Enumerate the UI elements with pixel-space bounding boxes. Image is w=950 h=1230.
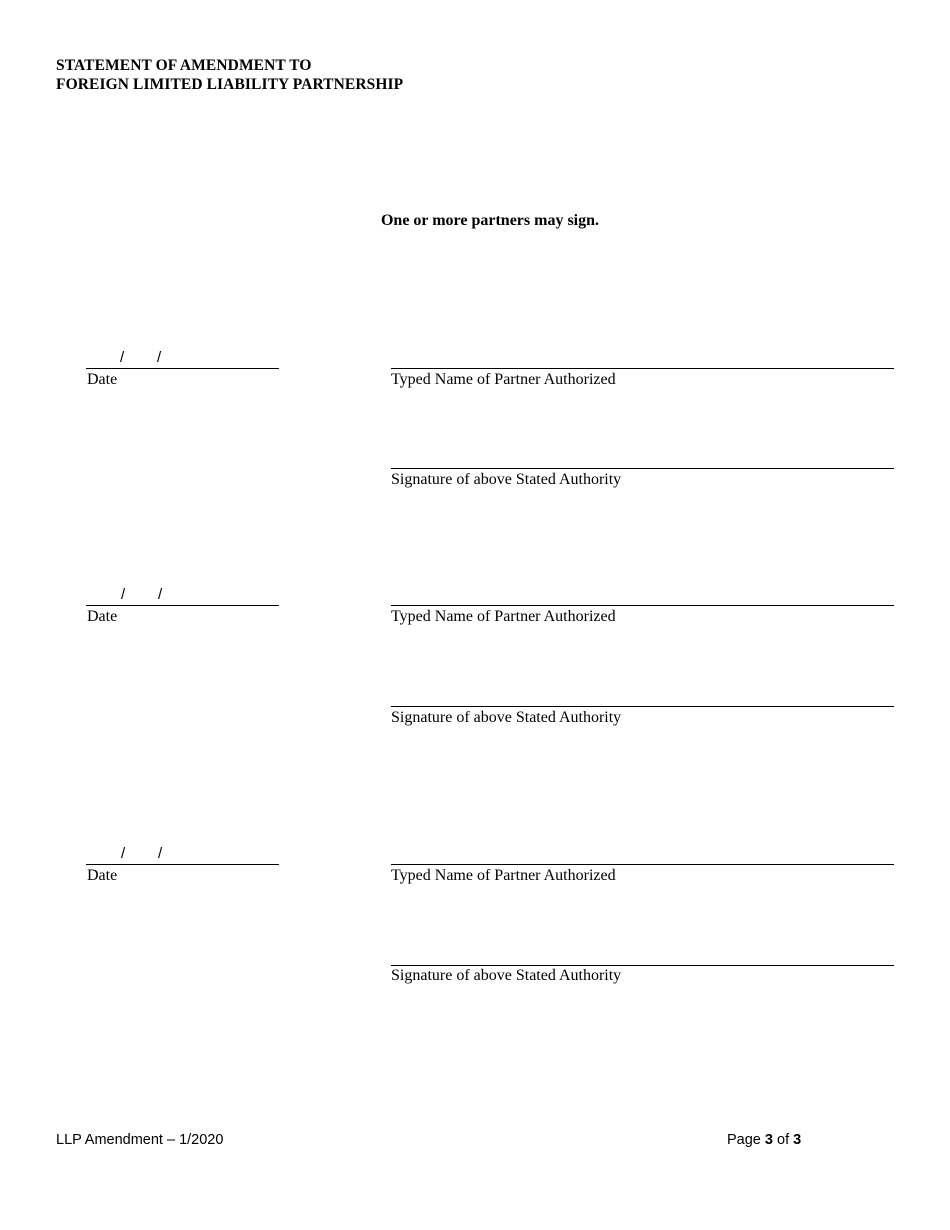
typed-name-field[interactable] bbox=[391, 368, 894, 369]
typed-name-field[interactable] bbox=[391, 864, 894, 865]
form-title-line-2: FOREIGN LIMITED LIABILITY PARTNERSHIP bbox=[56, 76, 404, 93]
page-current: 3 bbox=[764, 1132, 773, 1148]
form-version: LLP Amendment – 1/2020 bbox=[56, 1132, 224, 1148]
page-total: 3 bbox=[793, 1132, 802, 1148]
date-label: Date bbox=[87, 371, 118, 388]
date-slash-2: / bbox=[157, 349, 162, 366]
date-label: Date bbox=[87, 867, 118, 884]
typed-name-field[interactable] bbox=[391, 605, 894, 606]
typed-name-label: Typed Name of Partner Authorized bbox=[391, 867, 616, 884]
signing-instruction: One or more partners may sign. bbox=[380, 212, 600, 229]
date-slash-2: / bbox=[158, 845, 163, 862]
date-slash-1: / bbox=[120, 349, 125, 366]
date-label: Date bbox=[87, 608, 118, 625]
page-number bbox=[727, 1132, 801, 1148]
form-title bbox=[56, 56, 403, 94]
form-title-line-1: STATEMENT OF AMENDMENT TO bbox=[56, 57, 312, 74]
typed-name-label: Typed Name of Partner Authorized bbox=[391, 608, 616, 625]
date-slash-1: / bbox=[121, 845, 126, 862]
date-field[interactable] bbox=[86, 864, 279, 865]
typed-name-label: Typed Name of Partner Authorized bbox=[391, 371, 616, 388]
signature-field[interactable] bbox=[391, 965, 894, 966]
signature-label: Signature of above Stated Authority bbox=[391, 471, 622, 488]
signature-label: Signature of above Stated Authority bbox=[391, 709, 622, 726]
page-prefix: Page bbox=[727, 1132, 761, 1148]
signature-label: Signature of above Stated Authority bbox=[391, 967, 622, 984]
date-slash-1: / bbox=[121, 586, 126, 603]
signature-field[interactable] bbox=[391, 706, 894, 707]
date-field[interactable] bbox=[86, 605, 279, 606]
page-of: of bbox=[777, 1132, 790, 1148]
date-field[interactable] bbox=[86, 368, 279, 369]
date-slash-2: / bbox=[158, 586, 163, 603]
signature-field[interactable] bbox=[391, 468, 894, 469]
